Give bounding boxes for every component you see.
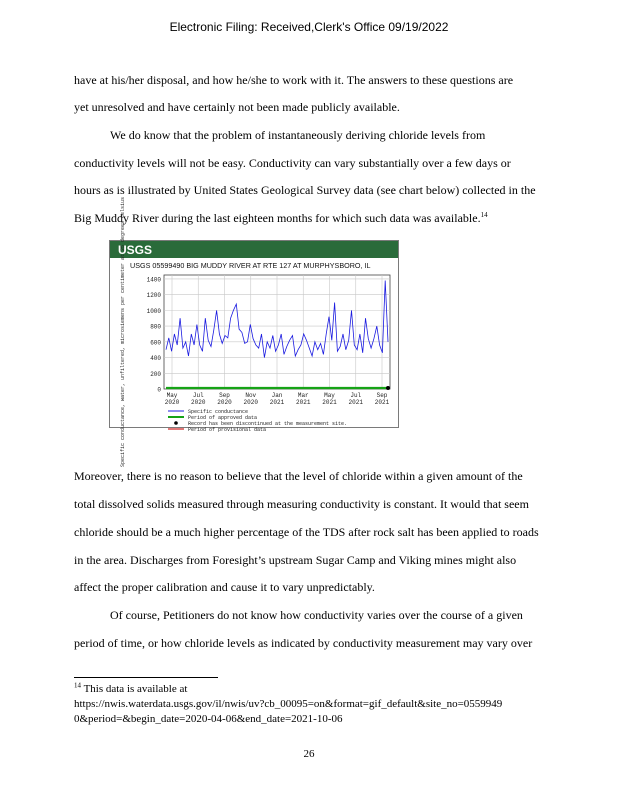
body-line-7: Moreover, there is no reason to believe that the level of chloride within a given amount of the (74, 469, 523, 483)
x-tick-label: Mar (297, 392, 309, 399)
x-tick-label: May (166, 392, 178, 399)
body-line-12: Of course, Petitioners do not know how conductivity varies over the course of a given (110, 608, 523, 622)
x-tick-label: May (324, 392, 335, 399)
y-tick-label: 0 (157, 386, 161, 394)
y-tick-label: 1000 (146, 307, 161, 315)
chart-title: USGS 05599490 BIG MUDDY RIVER AT RTE 127 AT MURPHYSBORO, IL (130, 261, 371, 270)
legend-label: Record has been discontinued at the measurement site. (188, 421, 348, 427)
y-tick-label: 1400 (146, 276, 161, 284)
x-tick-year: 2021 (348, 399, 363, 406)
footnote-url-line-1: https://nwis.waterdata.usgs.gov/il/nwis/uv?cb_00095=on&format=gif_default&site_no=0559949 (74, 698, 503, 710)
x-tick-label: Jul (192, 392, 204, 399)
legend-label: Period of provisional data (188, 427, 267, 433)
usgs-logo: USGS (118, 243, 153, 257)
footnote-line-1 (74, 683, 187, 695)
x-tick-year: 2021 (374, 399, 390, 406)
body-line-8: total dissolved solids measured through measuring conductivity is constant. It would that seem (74, 497, 529, 511)
x-tick-label: Nov (245, 392, 257, 399)
x-tick-year: 2021 (296, 399, 311, 406)
y-tick-label: 200 (150, 370, 161, 378)
legend-label: Period of approved data (188, 415, 258, 421)
x-tick-label: Jan (271, 392, 283, 399)
body-line-5: hours as is illustrated by United States Geological Survey data (see chart below) collected in the (74, 183, 536, 197)
discontinued-marker (386, 386, 390, 390)
footnote-text: This data is available at (83, 683, 188, 695)
x-tick-year: 2020 (243, 399, 258, 406)
body-line-10: in the area. Discharges from Foresight’s upstream Sugar Camp and Viking mines might also (74, 553, 517, 567)
page-number: 26 (303, 748, 315, 760)
chart-header-bar (110, 241, 398, 258)
x-tick-label: Sep (219, 392, 230, 399)
legend-label: Specific conductance (188, 409, 249, 415)
body-line-3: We do know that the problem of instantaneously deriving chloride levels from (110, 128, 486, 142)
footnote-rule (74, 677, 218, 678)
x-tick-year: 2021 (322, 399, 337, 406)
y-tick-label: 600 (150, 339, 161, 347)
body-line-1: have at his/her disposal, and how he/she to work with it. The answers to these questions are (74, 73, 514, 87)
footnote-url-line-2: 0&period=&begin_date=2020-04-06&end_date=2021-10-06 (74, 713, 343, 725)
legend-swatch-discontinued (174, 421, 178, 425)
footnote-number: 14 (74, 681, 81, 690)
body-line-9: chloride should be a much higher percentage of the TDS after rock salt has been applied to roads (74, 525, 539, 539)
y-axis-label: Specific conductance, water, unfiltered, microsiemens per centimeter at 25 degrees Celsius (120, 196, 126, 468)
body-line-4: conductivity levels will not be easy. Conductivity can vary substantially over a few days or (74, 156, 511, 170)
page-header: Electronic Filing: Received,Clerk's Office 09/19/2022 (169, 20, 449, 34)
x-tick-label: Jul (350, 392, 362, 399)
body-line-11: affect the proper calibration and cause it to vary unpredictably. (74, 580, 375, 594)
x-tick-year: 2020 (217, 399, 232, 406)
body-line-13: period of time, or how chloride levels as indicated by conductivity measurement may vary over (74, 636, 533, 650)
y-tick-label: 800 (150, 323, 161, 331)
x-tick-year: 2021 (269, 399, 285, 406)
body-line-2: yet unresolved and have certainly not been made publicly available. (74, 100, 400, 114)
x-tick-year: 2020 (191, 399, 206, 406)
x-tick-label: Sep (376, 392, 388, 399)
body-line-6-text: Big Muddy River during the last eighteen months for which such data was available. (74, 211, 481, 225)
y-tick-label: 1200 (146, 292, 161, 300)
footnote-ref: 14 (480, 211, 488, 219)
y-tick-label: 400 (150, 355, 161, 363)
x-tick-year: 2020 (164, 399, 180, 406)
body-line-6 (74, 211, 488, 226)
